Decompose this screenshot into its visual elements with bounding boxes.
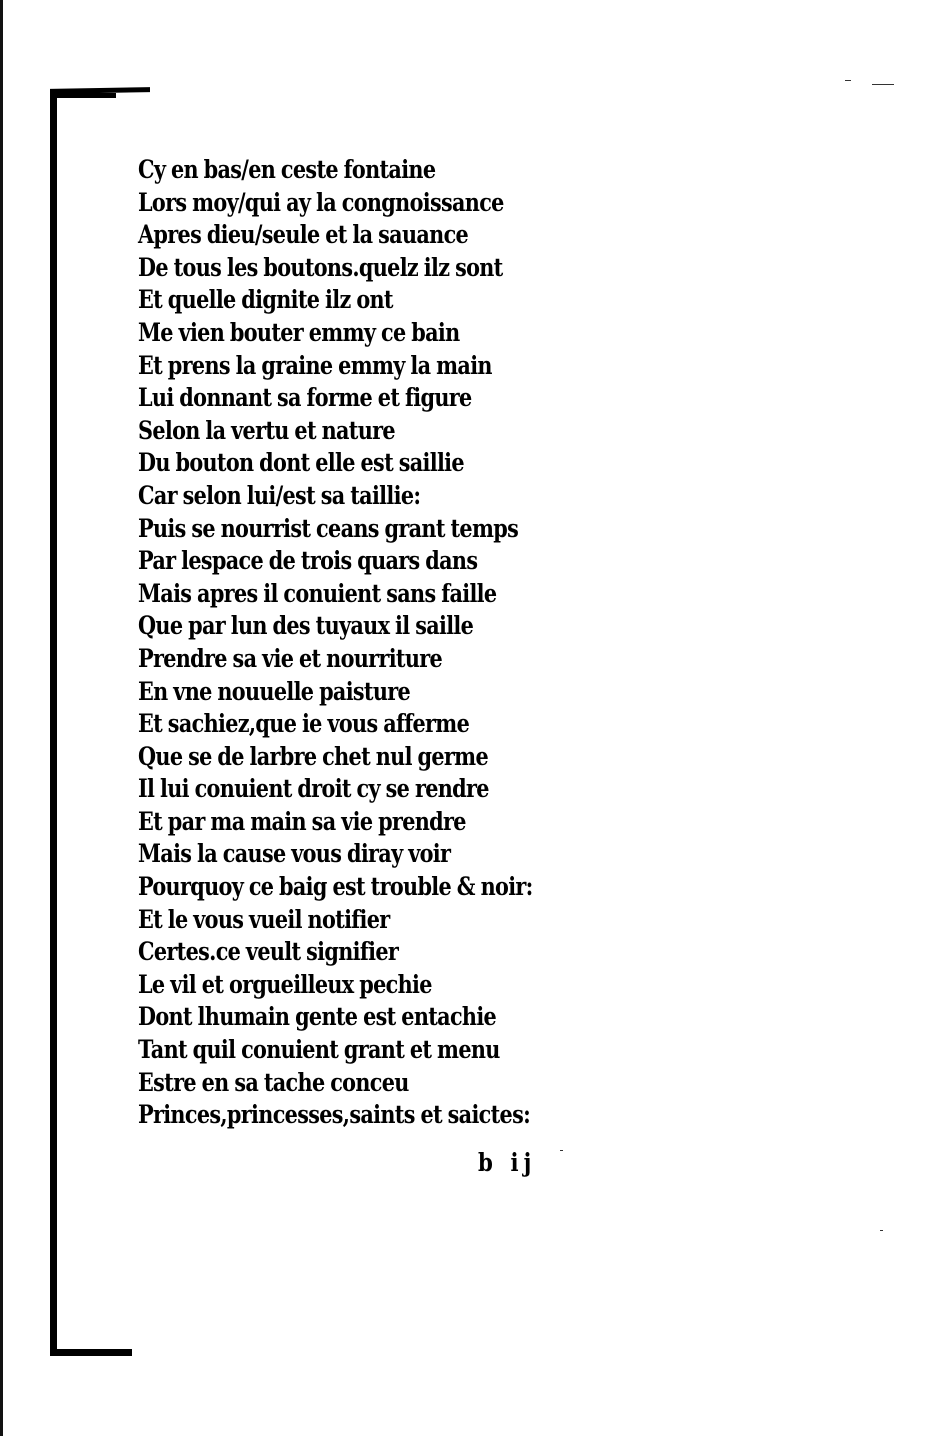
verse-line: Et quelle dignite ilz ont bbox=[138, 285, 393, 315]
verse-line: Dont lhumain gente est entachie bbox=[138, 1002, 497, 1032]
bracket-vertical-rule bbox=[50, 92, 57, 1356]
verse-line: En vne nouuelle paisture bbox=[138, 676, 411, 706]
verse-line: Et sachiez,que ie vous afferme bbox=[138, 709, 470, 739]
verse-line: Pourquoy ce baig est trouble & noir: bbox=[138, 872, 533, 902]
verse-line: Le vil et orgueilleux pechie bbox=[138, 969, 432, 999]
verse-line: Du bouton dont elle est saillie bbox=[138, 448, 464, 478]
verse-line: Et par ma main sa vie prendre bbox=[138, 806, 466, 836]
verse-line: Car selon lui/est sa taillie: bbox=[138, 480, 421, 510]
verse-line: Lors moy/qui ay la congnoissance bbox=[138, 187, 504, 217]
verse-line: Et le vous vueil notifier bbox=[138, 904, 390, 934]
verse-line: Mais la cause vous diray voir bbox=[138, 839, 451, 869]
verse-line: Et prens la graine emmy la main bbox=[138, 350, 492, 380]
ink-speck bbox=[845, 80, 851, 81]
verse-line: Cy en bas/en ceste fontaine bbox=[138, 155, 436, 184]
ink-speck bbox=[880, 1230, 883, 1231]
verse-line: Me vien bouter emmy ce bain bbox=[138, 317, 460, 347]
verse-line: Prendre sa vie et nourriture bbox=[138, 643, 443, 673]
ink-speck bbox=[872, 84, 894, 85]
signature-mark: b ij bbox=[478, 1148, 537, 1177]
verse-line: Mais apres il conuient sans faille bbox=[138, 578, 497, 608]
verse-line: De tous les boutons.quelz ilz sont bbox=[138, 252, 503, 282]
verse-line: Certes.ce veult signifier bbox=[138, 937, 399, 967]
verse-line: Estre en sa tache conceu bbox=[138, 1067, 409, 1097]
ink-speck bbox=[560, 1150, 563, 1151]
verse-line: Il lui conuient droit cy se rendre bbox=[138, 774, 489, 804]
bracket-top-rule-inner bbox=[56, 93, 116, 98]
verse-line: Que se de larbre chet nul germe bbox=[138, 741, 489, 771]
verse-line: Par lespace de trois quars dans bbox=[138, 546, 478, 576]
verse-line: Princes,princesses,saints et saictes: bbox=[138, 1100, 531, 1130]
verse-line: Apres dieu/seule et la sauance bbox=[138, 220, 469, 250]
verse-line: Puis se nourrist ceans grant temps bbox=[138, 513, 519, 543]
page-edge-shadow bbox=[0, 0, 3, 1436]
verse-line: Lui donnant sa forme et figure bbox=[138, 383, 472, 413]
verse-line: Tant quil conuient grant et menu bbox=[138, 1035, 500, 1065]
bracket-bottom-rule bbox=[50, 1349, 132, 1356]
verse-line: Selon la vertu et nature bbox=[138, 415, 395, 445]
verse-text-block bbox=[138, 154, 533, 1132]
verse-line: Que par lun des tuyaux il saille bbox=[138, 611, 474, 641]
